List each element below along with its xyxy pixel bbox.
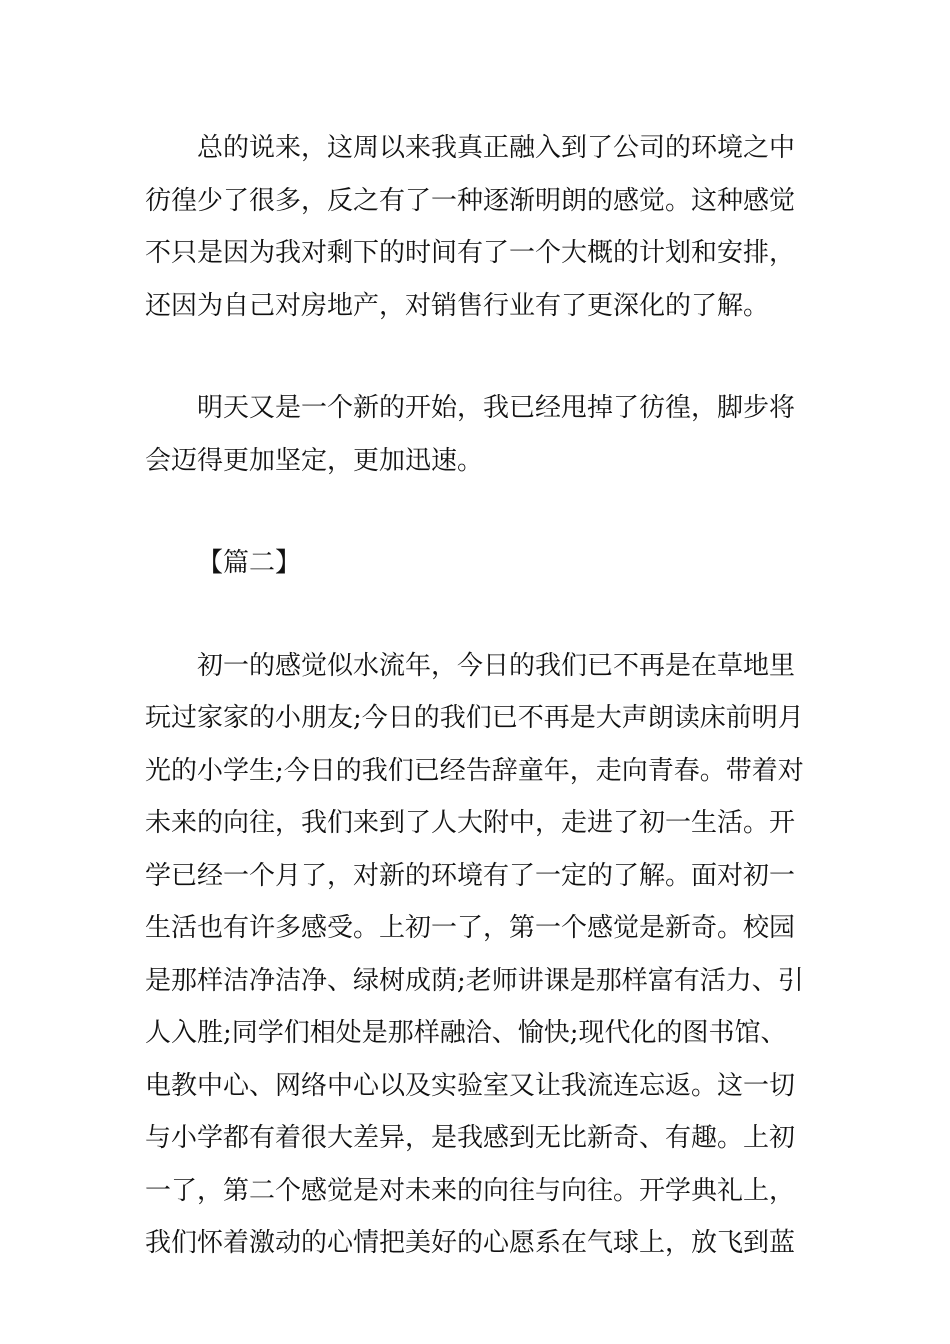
paragraph-line: 彷徨少了很多，反之有了一种逐渐明朗的感觉。这种感觉 bbox=[145, 185, 796, 216]
paragraph-spacer bbox=[145, 487, 810, 537]
paragraph-line: 初一的感觉似水流年，今日的我们已不再是在草地里 bbox=[197, 650, 796, 681]
paragraph-first-year bbox=[145, 640, 810, 1270]
section-heading: 【篇二】 bbox=[197, 548, 302, 578]
paragraph-spacer bbox=[145, 332, 810, 382]
paragraph-line: 电教中心、网络中心以及实验室又让我流连忘返。这一切 bbox=[145, 1070, 796, 1101]
paragraph-line: 光的小学生;今日的我们已经告辞童年，走向青春。带着对 bbox=[145, 755, 804, 786]
paragraph-spacer bbox=[145, 590, 810, 640]
paragraph-summary bbox=[145, 122, 810, 332]
document-body bbox=[145, 122, 810, 1270]
paragraph-line: 总的说来，这周以来我真正融入到了公司的环境之中 bbox=[197, 133, 796, 163]
paragraph-line: 生活也有许多感受。上初一了，第一个感觉是新奇。校园 bbox=[145, 913, 796, 943]
paragraph-line: 学已经一个月了，对新的环境有了一定的了解。面对初一 bbox=[145, 860, 796, 891]
paragraph-line: 会迈得更加坚定，更加迅速。 bbox=[145, 445, 484, 476]
paragraph-line: 明天又是一个新的开始，我已经甩掉了彷徨，脚步将 bbox=[197, 393, 796, 423]
paragraph-line: 我们怀着激动的心情把美好的心愿系在气球上，放飞到蓝 bbox=[145, 1228, 796, 1258]
paragraph-line: 与小学都有着很大差异，是我感到无比新奇、有趣。上初 bbox=[145, 1123, 796, 1153]
paragraph-tomorrow bbox=[145, 382, 810, 487]
paragraph-line: 还因为自己对房地产，对销售行业有了更深化的了解。 bbox=[145, 290, 770, 321]
paragraph-line: 一了，第二个感觉是对未来的向往与向往。开学典礼上， bbox=[145, 1175, 796, 1206]
paragraph-line: 玩过家家的小朋友;今日的我们已不再是大声朗读床前明月 bbox=[145, 703, 804, 733]
paragraph-line: 是那样洁净洁净、绿树成荫;老师讲课是那样富有活力、引 bbox=[145, 965, 804, 996]
paragraph-line: 不只是因为我对剩下的时间有了一个大概的计划和安排， bbox=[145, 238, 796, 268]
paragraph-line: 人入胜;同学们相处是那样融洽、愉快;现代化的图书馆、 bbox=[145, 1018, 787, 1048]
paragraph-line: 未来的向往，我们来到了人大附中，走进了初一生活。开 bbox=[145, 808, 796, 838]
